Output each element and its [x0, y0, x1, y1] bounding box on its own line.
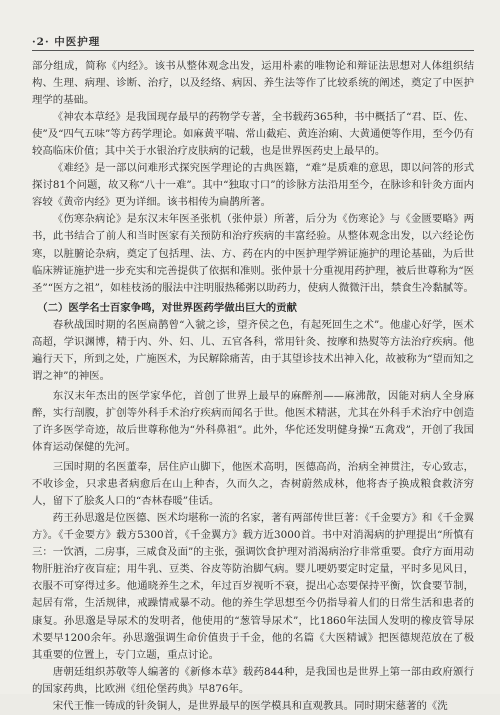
paragraph-dongfeng: 三国时期的名医董奉，居住庐山脚下，他医术高明，医德高尚，治病全神贯注，专心致志，不收诊金，只求患者病愈后在山上种杏，久而久之，杏树蔚然成林，他将杏子换成粮食救济穷人，留下了脍炙人口的“杏林春暖”佳话。 — [32, 461, 474, 508]
running-head: ·2· 中医护理 — [32, 36, 101, 48]
header-rule — [32, 50, 474, 51]
paragraph-huatuo: 东汉末年杰出的医学家华佗，首创了世界上最早的麻醉剂——麻沸散，因能对病人全身麻醉，实行剖腹，扩创等外科手术治疗疾病而闻名于世。他医术精湛，尤其在外科手术治疗中创造了许多医学奇迹，故后世尊称他为“外科鼻祖”。此外，华佗还发明健身操“五禽戏”，开创了我国体育运动保健的先河。 — [32, 389, 474, 454]
section-heading: （二）医学名士百家争鸣，对世界医药学做出巨大的贡献 — [37, 301, 297, 314]
paragraph-bianque: 春秋战国时期的名医扁鹊曾“入虢之诊，望齐侯之色，有起死回生之术”。他虚心好学，医术高超，学识渊博，精于内、外、妇、儿、五官各科，常用针灸、按摩和热熨等方法治疗疾病。他遍行天下，所到之处，广施医术，为民解除痛苦，由于其望诊技术出神入化，故被称为“望而知之谓之神”的神医。 — [32, 318, 474, 382]
paragraph-shanghan-zabing: 《伤寒杂病论》是东汉末年医圣张机（张仲景）所著，后分为《伤寒论》与《金匮要略》两书，此书结合了前人和当时医家有关预防和治疗疾病的丰富经验。从整体观念出发，以六经论伤寒，以脏腑论杂病，奠定了包括理、法、方、药在内的中医护理学辨证施护的理论基础，为后世临床辨证施护进一步充实和完善提供了依据和准则。张仲景十分重视用药护理，被后世尊称为“医圣”“医方之祖”，如桂枝汤的服法中注明服热稀粥以助药力，使病人微微汗出，禁食生冷黏腻等。 — [32, 213, 474, 294]
paragraph-shennong-bencao: 《神农本草经》是我国现存最早的药物学专著，全书载药365种，书中概括了“君、臣、佐、使”及“四气五味”等方药学理论。如麻黄平喘、常山截疟、黄连治痢、大黄通便等作用，至今仍有较高临床价值；其中关于水银治疗皮肤病的记载，也是世界医药史上最早的。 — [32, 111, 474, 158]
paragraph-xinxiu-bencao: 唐朝廷组织苏敬等人编著的《新修本草》载药844种，是我国也是世界上第一部由政府颁行的国家药典，比欧洲《纽伦堡药典》早876年。 — [32, 665, 474, 695]
paragraph-sun-simiao: 药王孙思邈是位医德、医术均堪称一流的名家，著有两部传世巨著：《千金要方》和《千金翼方》。《千金要方》载方5300首，《千金翼方》载方近3000首。书中对消渴病的护理提出“所慎有三：一饮酒，二房事，三咸食及面”的主张，强调饮食护理对消渴病治疗非常重要。食疗方面用动物肝脏治疗夜盲症；用牛乳、豆类、谷皮等防治脚气病。婴儿哽奶要定时定量，平时多见风日，衣服不可穿得过多。他通晓养生之术，年过百岁视听不衰，提出心态要保持平衡，饮食要节制，起居有常，生活规律，戒躁情戒暴不动。他的养生学思想至今仍指导着人们的日常生活和患者的康复。孙思邈是导尿术的发明者，他使用的“葱管导尿术”，比1860年法国人发明的橡皮管导尿术要早1200余年。孙思邈强调生命价值贵于千金，他的名篇《大医精诚》把医德规范放在了极其重要的位置上，专门立题，重点讨论。 — [32, 512, 474, 661]
paragraph-nanjing: 《难经》是一部以问难形式探究医学理论的古典医籍，“难”是质难的意思，即以问答的形式探讨81个问题，故又称“八十一难”。其中“独取寸口”的诊脉方法沿用至今，在脉诊和针灸方面内容较《黄帝内经》更为详细。该书相传为扁鹊所著。 — [32, 162, 474, 209]
body-text — [32, 58, 474, 715]
paragraph-neijing-continued: 部分组成，简称《内经》。该书从整体观念出发，运用朴素的唯物论和辩证法思想对人体组织结构、生理、病理、诊断、治疗，以及经络、病因、养生法等作了比较系统的阐述，奠定了中医护理学的基础。 — [32, 60, 474, 107]
paragraph-song-bronze: 宋代王惟一铸成的针灸铜人，是世界最早的医学模具和直观教具。同时期宋慈著的《洗 — [52, 699, 448, 712]
